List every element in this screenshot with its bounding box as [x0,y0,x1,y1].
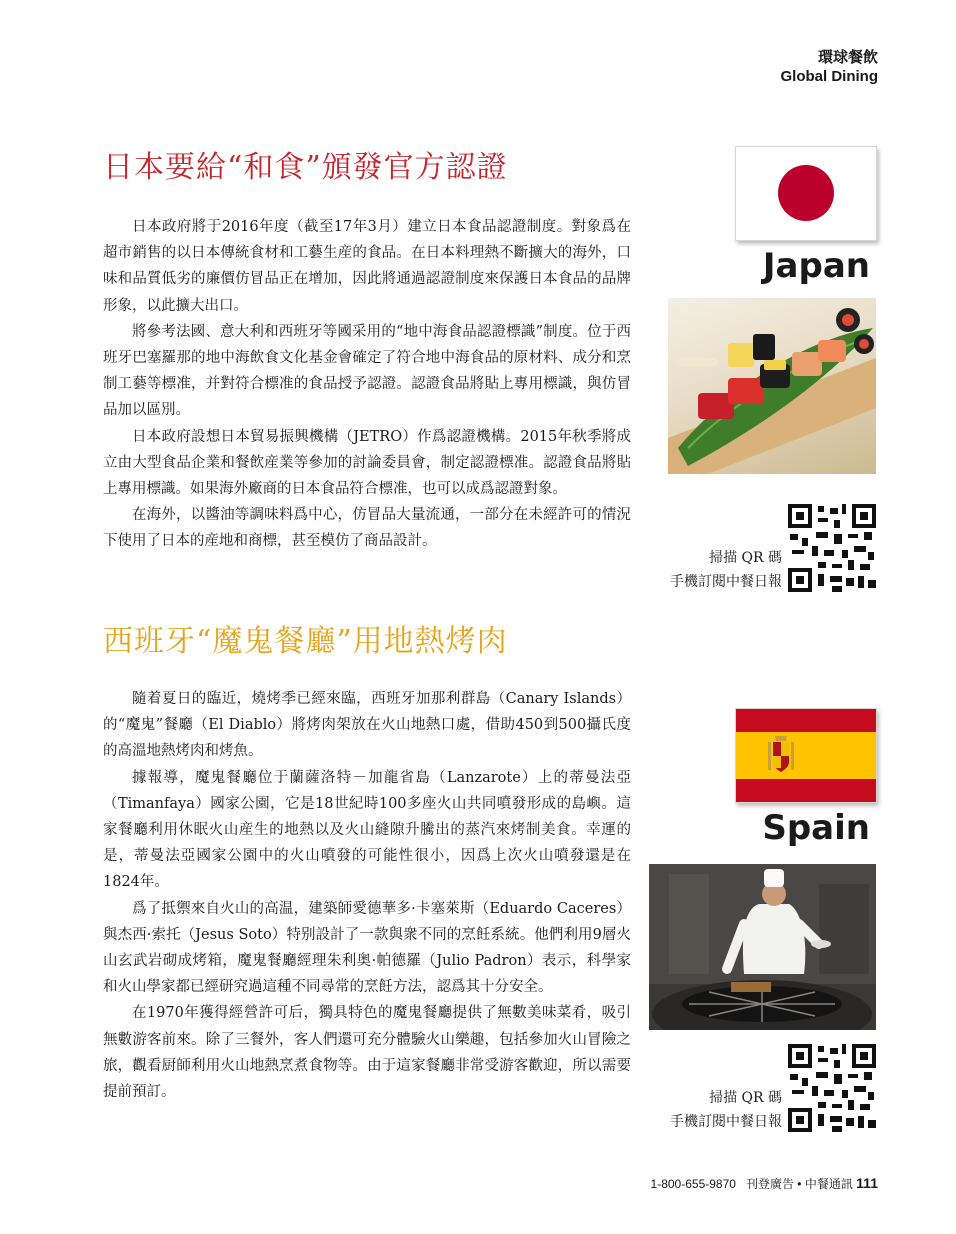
country-label-spain: Spain [762,808,870,848]
coat-of-arms-icon [766,734,796,776]
article-title-spain: 西班牙“魔鬼餐廳”用地熱烤肉 [103,624,508,659]
qr-label-line1: 掃描 QR 碼 [709,1090,782,1106]
sushi-illustration [668,298,876,474]
section-title-cn: 環球餐飲 [817,48,878,66]
qr-label-line2: 手機訂閱中餐日報 [670,1114,782,1130]
qr-code-icon [788,504,876,592]
qr-label [670,1086,782,1134]
qr-code-icon [788,1044,876,1132]
country-label-japan: Japan [762,246,870,286]
chef-illustration [649,864,876,1030]
chef-grill-photo [649,864,876,1030]
page-footer [651,1175,878,1192]
qr-code[interactable] [788,1044,876,1132]
qr-label-line1: 掃描 QR 碼 [709,550,782,566]
article-body-japan [103,214,631,555]
qr-label-line2: 手機訂閱中餐日報 [670,574,782,590]
paragraph: 據報導，魔鬼餐廳位于蘭薩洛特－加龍省島（Lanzarote）上的蒂曼法亞（Timanfaya）國家公園，它是18世紀時100多座火山共同噴發形成的島嶼。這家餐廳利用休眠火山産生的地熱以及火山縫隙升騰出的蒸汽來烤制美食。幸運的是，蒂曼法亞國家公園中的火山噴發的可能性很小，因爲上次火山噴發還是在1824年。 [103,769,631,891]
paragraph: 日本政府將于2016年度（截至17年3月）建立日本食品認證制度。對象爲在超市銷售的以日本傳統食材和工藝生産的食品。在日本料理熱不斷擴大的海外，口味和品質低劣的廉價仿冒品正在增加，因此將通過認證制度來保護日本食品的品牌形象，以此擴大出口。 [103,219,631,314]
spain-flag [735,708,877,803]
article-title-japan: 日本要給“和食”頒發官方認證 [103,150,508,185]
paragraph: 爲了抵禦來自火山的高温，建築師愛德華多·卡塞萊斯（Eduardo Caceres）與杰西·索托（Jesus Soto）特别設計了一款與衆不同的烹飪系統。他們利用9層火山玄武岩砌成烤箱，魔鬼餐廳經理朱利奥·帕德羅（Julio Padron）表示，科學家和火山學家都已經研究過這種不同尋常的烹飪方法，認爲其十分安全。 [103,900,631,996]
page-number: 111 [856,1175,878,1191]
qr-label [670,546,782,594]
section-title-en: Global Dining [780,68,878,85]
paragraph: 隨着夏日的臨近，燒烤季已經來臨，西班牙加那利群島（Canary Islands）的“魔鬼”餐廳（El Diablo）將烤肉架放在火山地熱口處，借助450到500攝氏度的高溫地熱烤肉和烤魚。 [103,691,631,760]
paragraph: 在1970年獲得經營許可后，獨具特色的魔鬼餐廳提供了無數美味菜肴，吸引無數游客前來。除了三餐外，客人們還可充分體驗火山樂趣，包括參加火山冒險之旅，觀看厨師利用火山地熱烹煮食物等。由于這家餐廳非常受游客歡迎，所以需要提前預訂。 [103,1005,631,1101]
japan-flag-disc [778,165,834,221]
footer-text: 刊登廣告 • 中餐通訊 [745,1177,853,1191]
footer-phone: 1-800-655-9870 [650,1177,736,1191]
paragraph: 日本政府設想日本貿易振興機構（JETRO）作爲認證機構。2015年秋季將成立由大型食品企業和餐飲産業等參加的討論委員會，制定認證標准。認證食品將貼上專用標識。如果海外廠商的日本食品符合標准，也可以成爲認證對象。 [103,428,631,498]
article-body-spain [103,686,631,1105]
japan-flag [735,146,877,241]
paragraph: 將參考法國、意大利和西班牙等國采用的“地中海食品認證標識”制度。位于西班牙巴塞羅那的地中海飲食文化基金會確定了符合地中海食品的原材料、成分和烹制工藝等標准，并對符合標准的食品授予認證。認證食品將貼上專用標識，與仿冒品加以區別。 [103,323,631,419]
qr-code[interactable] [788,504,876,592]
sushi-photo [668,298,876,474]
paragraph: 在海外，以醬油等調味料爲中心，仿冒品大量流通，一部分在未經許可的情況下使用了日本的産地和商標，甚至模仿了商品設計。 [103,507,631,550]
